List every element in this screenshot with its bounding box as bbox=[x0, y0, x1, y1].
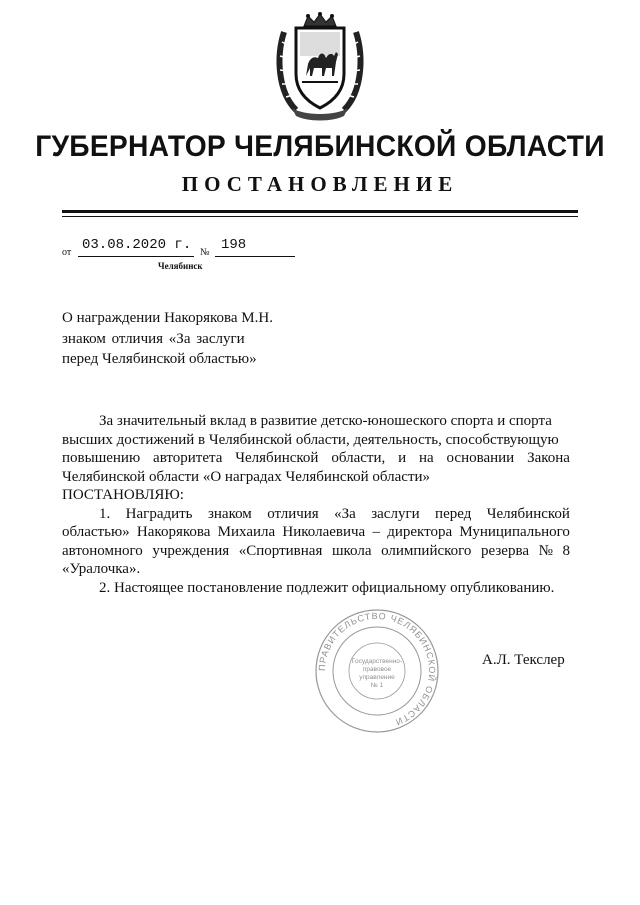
word: повышению bbox=[62, 450, 141, 466]
document-date: 03.08.2020 г. bbox=[78, 237, 194, 257]
word: 8 bbox=[562, 542, 570, 559]
word: авторитета bbox=[153, 450, 223, 466]
word: отличия bbox=[267, 505, 319, 522]
header-divider-thick bbox=[62, 210, 578, 213]
word: на bbox=[418, 450, 434, 466]
paragraph-line bbox=[62, 523, 570, 542]
word: Челябинской bbox=[486, 505, 570, 522]
word: заслуги bbox=[371, 505, 420, 522]
official-stamp bbox=[312, 608, 442, 734]
word: директора bbox=[387, 524, 453, 540]
word: автономного bbox=[62, 542, 143, 559]
paragraph-line: 2. Настоящее постановление подлежит официальному опубликованию. bbox=[99, 579, 555, 596]
document-type: ПОСТАНОВЛЕНИЕ bbox=[181, 172, 459, 196]
word: Николаевича bbox=[282, 524, 366, 540]
decree-word: ПОСТАНОВЛЯЮ: bbox=[62, 487, 184, 503]
paragraph-line bbox=[62, 449, 570, 468]
word: «За bbox=[334, 505, 356, 522]
date-prefix: от bbox=[62, 247, 72, 258]
word: школа bbox=[331, 542, 372, 559]
stamp-center-line: № 1 bbox=[370, 682, 384, 689]
word: Закона bbox=[527, 450, 570, 466]
word: Челябинской bbox=[235, 450, 319, 466]
stamp-ring-text: ПРАВИТЕЛЬСТВО ЧЕЛЯБИНСКОЙ ОБЛАСТИ bbox=[316, 610, 438, 728]
word: олимпийского bbox=[381, 542, 472, 559]
document-body bbox=[62, 412, 570, 597]
word: 1. bbox=[99, 505, 111, 522]
number-prefix: № bbox=[200, 247, 210, 258]
header-divider-thin bbox=[62, 216, 578, 217]
paragraph-line bbox=[62, 542, 570, 561]
paragraph-line: высших достижений в Челябинской области, деятельность, способствующую bbox=[62, 431, 559, 448]
word: перед bbox=[435, 505, 472, 522]
paragraph-line bbox=[62, 505, 570, 524]
word: области, bbox=[331, 450, 386, 466]
word: № bbox=[538, 542, 553, 559]
stamp-center-line: Государственно- bbox=[351, 658, 403, 665]
signer-name: А.Л. Текслер bbox=[482, 652, 565, 668]
word: Наградить bbox=[125, 505, 193, 522]
stamp-center-line: правовое bbox=[362, 666, 392, 673]
word: «Спортивная bbox=[238, 542, 323, 559]
stamp-center-line: управление bbox=[359, 674, 395, 681]
paragraph-line: Челябинской области «О наградах Челябинской области» bbox=[62, 468, 431, 485]
word: Муниципального bbox=[459, 524, 570, 540]
word: – bbox=[372, 524, 380, 540]
city-label: Челябинск bbox=[158, 261, 203, 271]
subject-line: перед Челябинской областью» bbox=[62, 351, 257, 367]
word: Накорякова bbox=[136, 524, 211, 540]
word: Михаила bbox=[217, 524, 276, 540]
word: учреждения bbox=[152, 542, 230, 559]
subject-line: знаком отличия «За заслуги bbox=[62, 330, 245, 347]
word: областью» bbox=[62, 524, 130, 540]
document-number: 198 bbox=[215, 237, 295, 257]
document-subject bbox=[62, 308, 292, 370]
authority-title: ГУБЕРНАТОР ЧЕЛЯБИНСКОЙ ОБЛАСТИ bbox=[35, 130, 605, 163]
word: и bbox=[398, 450, 407, 466]
subject-line: О награждении Накорякова М.Н. bbox=[62, 310, 273, 326]
coat-of-arms-emblem bbox=[274, 12, 366, 122]
word: знаком bbox=[207, 505, 252, 522]
word: резерва bbox=[481, 542, 529, 559]
paragraph-line: «Уралочка». bbox=[62, 561, 141, 577]
paragraph-line: За значительный вклад в развитие детско-юношеского спорта и спорта bbox=[99, 413, 552, 429]
word: основании bbox=[446, 450, 515, 466]
